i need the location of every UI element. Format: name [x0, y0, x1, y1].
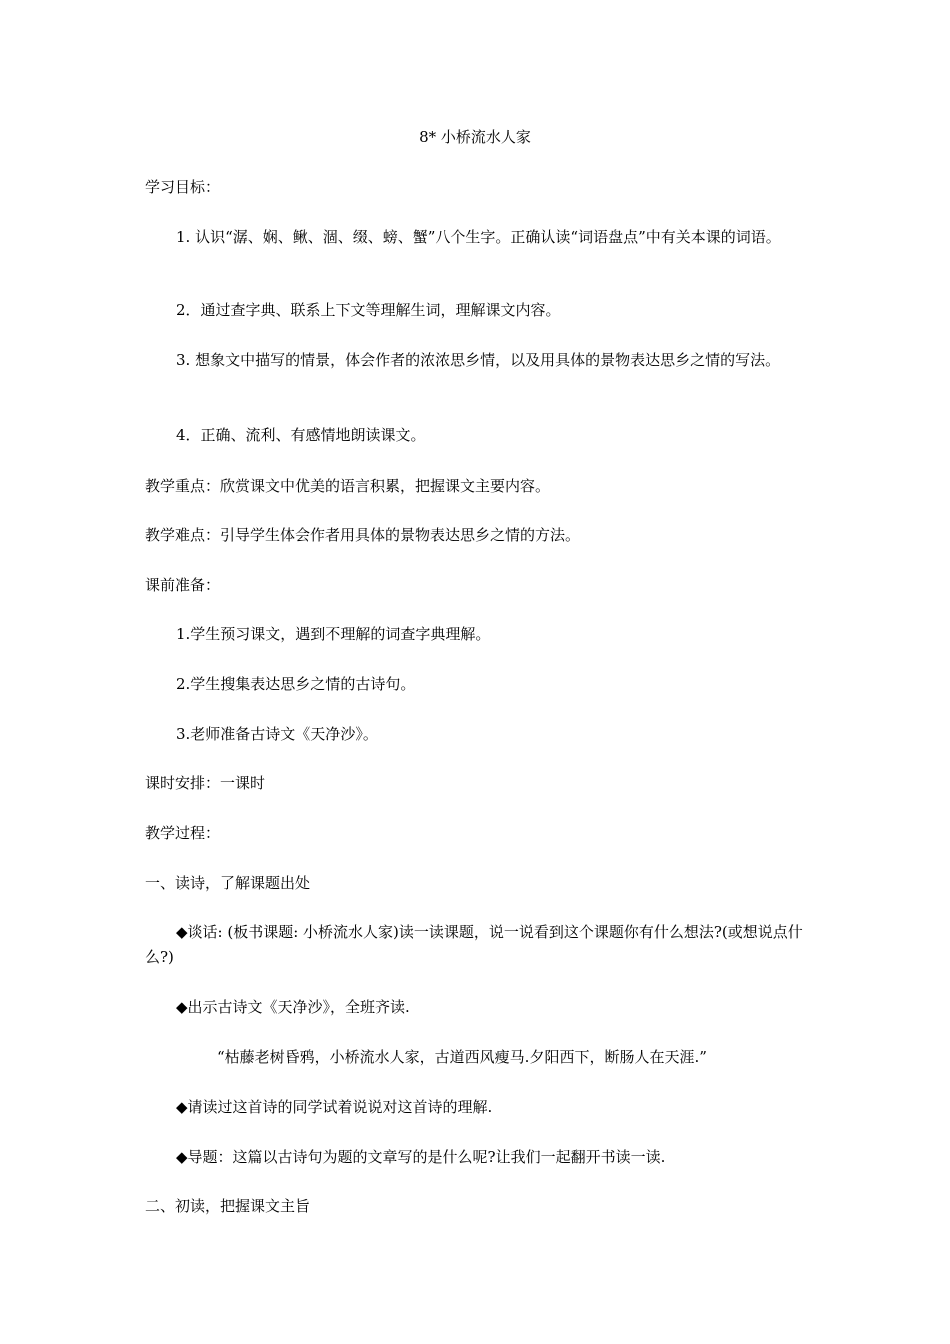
goal-item-2: 2．通过查字典、联系上下文等理解生词，理解课文内容。	[176, 301, 561, 319]
section-heading-process: 教学过程：	[145, 824, 221, 842]
document-title: 8* 小桥流水人家	[419, 128, 531, 146]
process-talk-item: ◆谈话: (板书课题: 小桥流水人家)读一读课题，说一说看到这个课题你有什么想法?(或想说点什么?)	[145, 923, 803, 966]
teaching-focus: 教学重点：欣赏课文中优美的语言积累，把握课文主要内容。	[145, 477, 551, 495]
process-step-2-heading: 二、初读，把握课文主旨	[145, 1197, 311, 1215]
goal-item-3: 3. 想象文中描写的情景，体会作者的浓浓思乡情，以及用具体的景物表达思乡之情的写法。	[176, 351, 781, 369]
preparation-item-2: 2.学生搜集表达思乡之情的古诗句。	[176, 675, 416, 693]
section-heading-learning-goals: 学习目标：	[145, 178, 221, 196]
process-poem-intro: ◆出示古诗文《天净沙》，全班齐读.	[176, 998, 410, 1016]
preparation-item-1: 1.学生预习课文，遇到不理解的词查字典理解。	[176, 625, 491, 643]
process-step-1-heading: 一、读诗，了解课题出处	[145, 874, 311, 892]
process-guide-item: ◆导题：这篇以古诗句为题的文章写的是什么呢?让我们一起翻开书读一读.	[176, 1148, 666, 1166]
teaching-difficulty: 教学难点：引导学生体会作者用具体的景物表达思乡之情的方法。	[145, 526, 581, 544]
goal-item-1: 1. 认识“潺、娴、鳅、涸、缀、螃、蟹”八个生字。正确认读“词语盘点”中有关本课的词语。	[176, 228, 781, 246]
process-understanding-item: ◆请读过这首诗的同学试着说说对这首诗的理解.	[176, 1098, 493, 1116]
preparation-item-3: 3.老师准备古诗文《天净沙》。	[176, 725, 378, 743]
section-heading-preparation: 课前准备：	[145, 576, 221, 594]
poem-quote: “枯藤老树昏鸦，小桥流水人家，古道西风瘦马.夕阳西下，断肠人在天涯.”	[217, 1048, 707, 1066]
schedule: 课时安排：一课时	[145, 774, 266, 792]
goal-item-4: 4．正确、流利、有感情地朗读课文。	[176, 426, 426, 444]
